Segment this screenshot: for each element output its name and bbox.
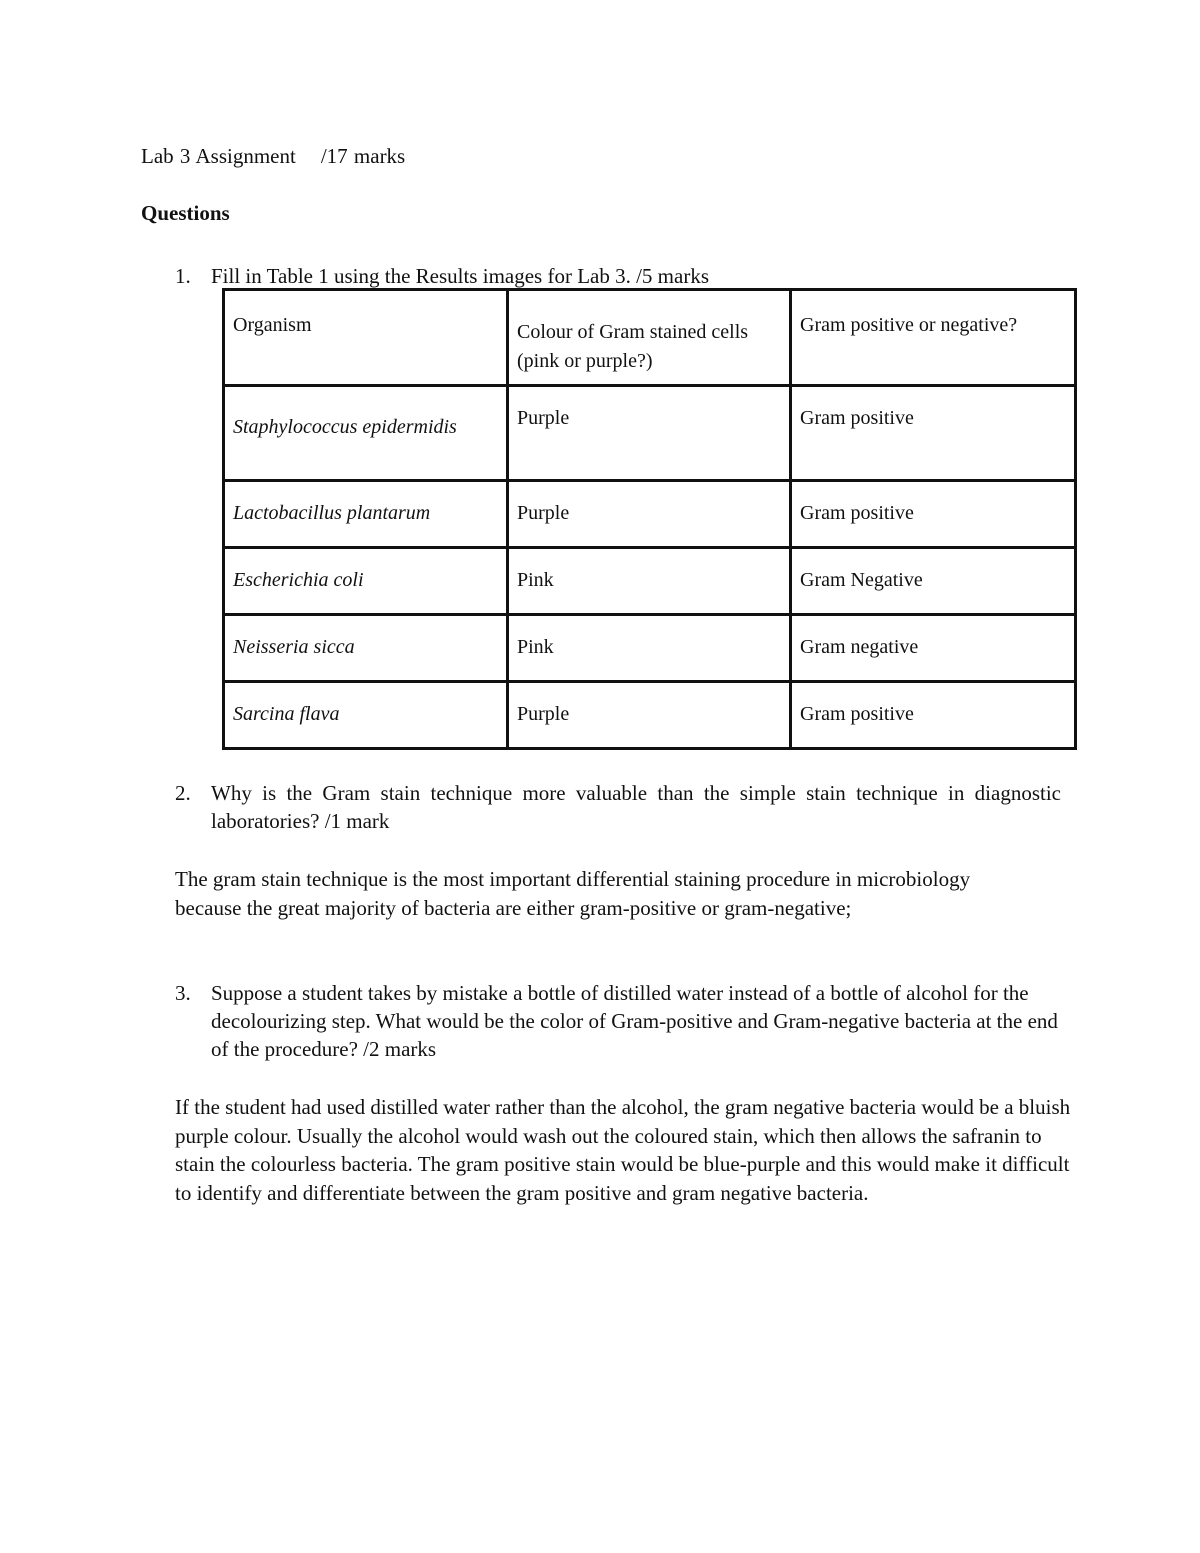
gram-result: Gram negative: [800, 636, 919, 658]
table-cell: [224, 481, 508, 548]
table-cell: [224, 548, 508, 615]
section-heading: Questions: [141, 201, 230, 225]
table-cell: [791, 481, 1076, 548]
stain-colour: Pink: [517, 569, 554, 591]
header-gram: Gram positive or negative?: [800, 314, 1018, 336]
organism-name: Neisseria sicca: [233, 636, 355, 658]
gram-result: Gram positive: [800, 407, 914, 429]
question-number: 2.: [175, 781, 191, 805]
table-row: [224, 615, 1076, 682]
question-number: 3.: [175, 981, 191, 1005]
table-cell: [791, 682, 1076, 749]
table-cell: [508, 386, 791, 481]
question-2: [175, 779, 1061, 835]
organism-name: Sarcina flava: [233, 703, 340, 725]
table-row: [224, 682, 1076, 749]
table-header-row: [224, 290, 1076, 386]
table-header-cell: [791, 290, 1076, 386]
table-header-cell: [224, 290, 508, 386]
stain-colour: Purple: [517, 407, 570, 429]
question-number: 1.: [175, 264, 191, 288]
answer-2: The gram stain technique is the most important differential staining procedure in microbiology because the great majority of bacteria are either gram-positive or gram-negative;: [175, 867, 971, 920]
question-text: Suppose a student takes by mistake a bottle of distilled water instead of a bottle of alcohol for the decolourizing step. What would be the color of Gram-positive and Gram-negative bacteria at the end of the procedure? /2 marks: [211, 981, 1058, 1061]
table-cell: [791, 615, 1076, 682]
table-cell: [508, 682, 791, 749]
organism-name: Staphylococcus epidermidis: [233, 416, 457, 438]
table-row: [224, 386, 1076, 481]
header-organism: Organism: [233, 314, 312, 336]
organism-name: Escherichia coli: [233, 569, 364, 591]
table-cell: [791, 548, 1076, 615]
question-text: Why is the Gram stain technique more valuable than the simple stain technique in diagnostic laboratories? /1 mark: [211, 781, 1061, 833]
gram-result: Gram positive: [800, 703, 914, 725]
stain-colour: Purple: [517, 703, 570, 725]
table-cell: [508, 481, 791, 548]
organism-name: Lactobacillus plantarum: [233, 502, 431, 524]
table-cell: [508, 615, 791, 682]
table-row: [224, 481, 1076, 548]
question-3: [175, 979, 1061, 1063]
document-title: Lab 3 Assignment /17 marks: [141, 144, 406, 168]
answer-3: If the student had used distilled water rather than the alcohol, the gram negative bacteria would be a bluish purple colour. Usually the alcohol would wash out the coloured stain, which then allows the safranin to stain the colourless bacteria. The gram positive stain would be blue-purple and this would make it difficult to identify and differentiate between the gram positive and gram negative bacteria.: [175, 1095, 1071, 1205]
table-cell: [791, 386, 1076, 481]
stain-colour: Purple: [517, 502, 570, 524]
gram-result: Gram positive: [800, 502, 914, 524]
results-table: [222, 288, 1077, 750]
header-colour: Colour of Gram stained cells (pink or purple?): [517, 321, 749, 372]
table-cell: [224, 682, 508, 749]
table-row: [224, 548, 1076, 615]
table-header-cell: [508, 290, 791, 386]
table-cell: [224, 386, 508, 481]
table-cell: [224, 615, 508, 682]
question-text: Fill in Table 1 using the Results images for Lab 3. /5 marks: [211, 264, 710, 288]
gram-result: Gram Negative: [800, 569, 923, 591]
stain-colour: Pink: [517, 636, 554, 658]
table-cell: [508, 548, 791, 615]
